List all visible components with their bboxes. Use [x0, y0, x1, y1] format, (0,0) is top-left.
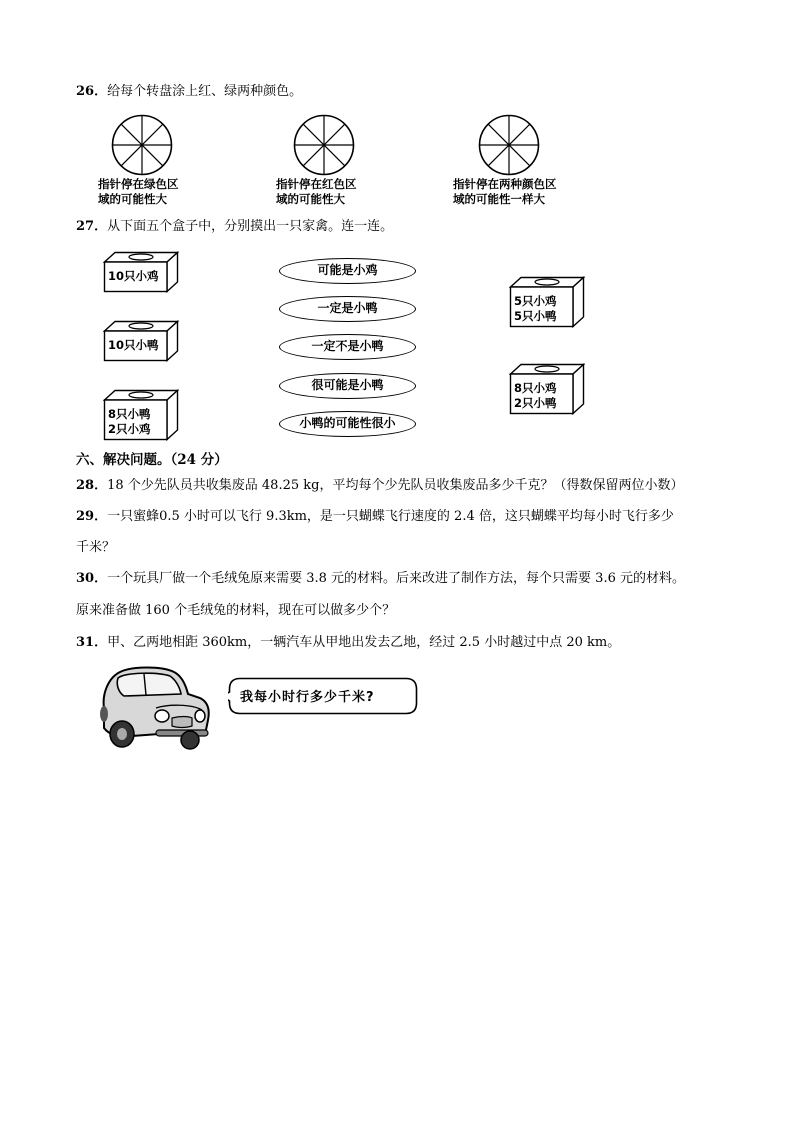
q26-prompt: 给每个转盘涂上红、绿两种颜色。 — [107, 84, 303, 99]
left-box-1-label: 10只小鸡 — [108, 269, 159, 283]
spinner-1 — [111, 114, 173, 176]
q28-text: 28．18 个少先队员共收集废品 48.25 kg，平均每个少先队员收集废品多少千克？（得数保留两位小数） — [76, 478, 684, 493]
spinner-2 — [293, 114, 355, 176]
q27-number: 27 — [76, 219, 95, 234]
option-3[interactable]: 一定不是小鸭 — [279, 334, 416, 360]
spinner-2-caption: 指针停在红色区 域的可能性大 — [276, 177, 357, 206]
car-illustration — [96, 664, 214, 750]
spinner-3 — [478, 114, 540, 176]
option-1[interactable]: 可能是小鸡 — [279, 258, 416, 284]
q29-number: 29 — [76, 509, 95, 524]
spinner-3-caption: 指针停在两种颜色区 域的可能性一样大 — [453, 177, 557, 206]
q28-number: 28 — [76, 478, 95, 493]
q26-number: 26 — [76, 84, 95, 99]
q29-line2: 千米？ — [76, 540, 116, 555]
option-2[interactable]: 一定是小鸭 — [279, 296, 416, 322]
right-box-1-label: 5只小鸡 5只小鸭 — [514, 294, 557, 323]
q30-line1: 一个玩具厂做一个毛绒兔原来需要 3.8 元的材料。后来改进了制作方法，每个只需要 3.6 元的材料。 — [107, 571, 685, 586]
left-box-2-label: 10只小鸭 — [108, 338, 159, 352]
q30-text: 30．一个玩具厂做一个毛绒兔原来需要 3.8 元的材料。后来改进了制作方法，每个只需要 3.6 元的材料。 — [76, 571, 685, 586]
option-5[interactable]: 小鸭的可能性很小 — [279, 411, 416, 437]
speech-text: 我每小时行多少千米? — [240, 690, 375, 705]
q27-prompt: 从下面五个盒子中，分别摸出一只家禽。连一连。 — [107, 219, 394, 234]
q30-number: 30 — [76, 571, 95, 586]
q29-line1: 一只蜜蜂0.5 小时可以飞行 9.3km，是一只蝴蝶飞行速度的 2.4 倍，这只蝴蝶平均每小时飞行多少 — [107, 509, 674, 524]
q31-prompt: 甲、乙两地相距 360km，一辆汽车从甲地出发去乙地，经过 2.5 小时越过中点 20 km。 — [107, 635, 621, 650]
q31-number: 31 — [76, 635, 95, 650]
q27-text: 27．从下面五个盒子中，分别摸出一只家禽。连一连。 — [76, 219, 394, 234]
q31-text: 31．甲、乙两地相距 360km，一辆汽车从甲地出发去乙地，经过 2.5 小时越过中点 20 km。 — [76, 635, 621, 650]
spinner-1-caption: 指针停在绿色区 域的可能性大 — [98, 177, 179, 206]
option-4[interactable]: 很可能是小鸭 — [279, 373, 416, 399]
q26-text: 26．给每个转盘涂上红、绿两种颜色。 — [76, 84, 303, 99]
q30-line2: 原来准备做 160 个毛绒兔的材料，现在可以做多少个？ — [76, 603, 396, 618]
q29-text: 29．一只蜜蜂0.5 小时可以飞行 9.3km，是一只蝴蝶飞行速度的 2.4 倍，这只蝴蝶平均每小时飞行多少 — [76, 509, 674, 524]
q28-prompt: 18 个少先队员共收集废品 48.25 kg，平均每个少先队员收集废品多少千克？（得数保留两位小数） — [107, 478, 684, 493]
left-box-3-label: 8只小鸭 2只小鸡 — [108, 407, 151, 436]
right-box-2-label: 8只小鸡 2只小鸭 — [514, 381, 557, 410]
section-heading: 六、解决问题。（24 分） — [76, 452, 228, 468]
